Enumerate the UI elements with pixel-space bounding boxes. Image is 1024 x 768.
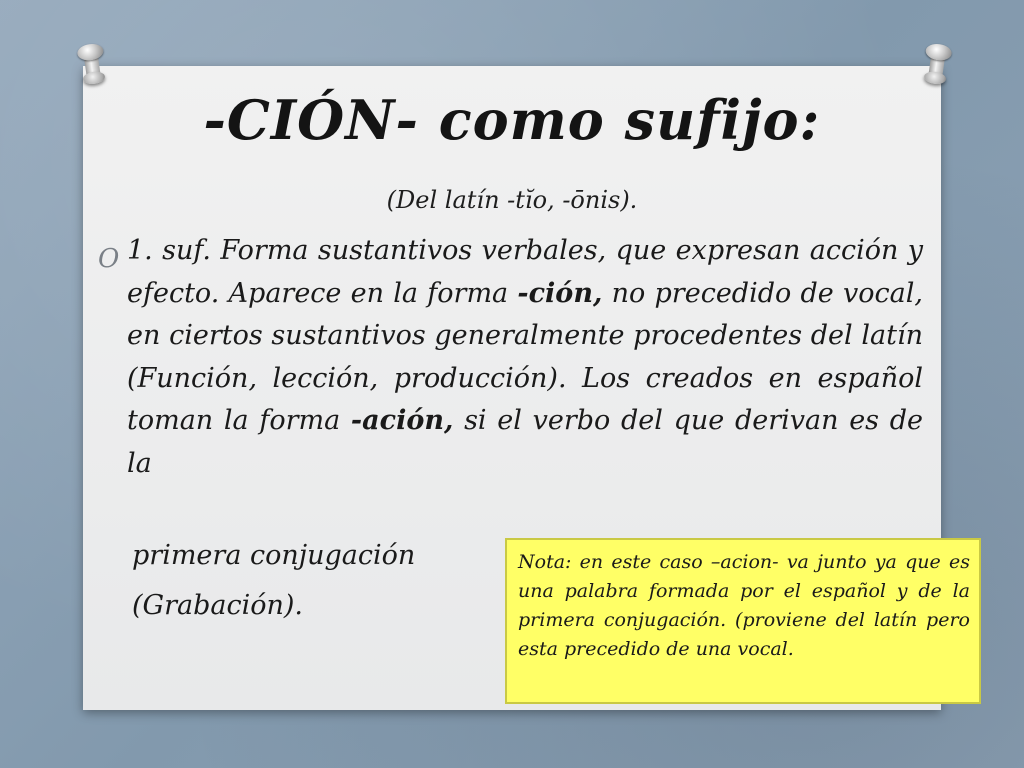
etymology-subtitle: (Del latín -tĭo, -ōnis). [386,186,638,214]
definition-paragraph [127,230,923,485]
pushpin-icon [76,42,107,85]
continuation-line: (Grabación). [132,590,304,621]
definition-text-part: 1. suf. Forma sustantivos verbales, que expresan acción y efecto. Aparece en la forma [127,235,923,309]
pushpin-icon [921,42,952,85]
slide-title: -CIÓN- como sufijo: [203,88,821,152]
suffix-acion-bold: -ación, [350,405,454,436]
bullet-icon: O [98,244,120,274]
continuation-line: primera conjugación [132,540,416,571]
suffix-cion-bold: -ción, [517,277,603,309]
definition-text-part: si el verbo del que derivan es de la [127,405,924,479]
note-box: Nota: en este caso –acion- va junto ya que es una palabra formada por el español y de la primera conjugación. (proviene del latín pero esta precedido de una vocal. [505,538,981,704]
definition-text-part: no precedido de vocal, en ciertos sustantivos generalmente procedentes del latín (Función, lección, producción). Los creados en español toman la forma [127,277,923,436]
